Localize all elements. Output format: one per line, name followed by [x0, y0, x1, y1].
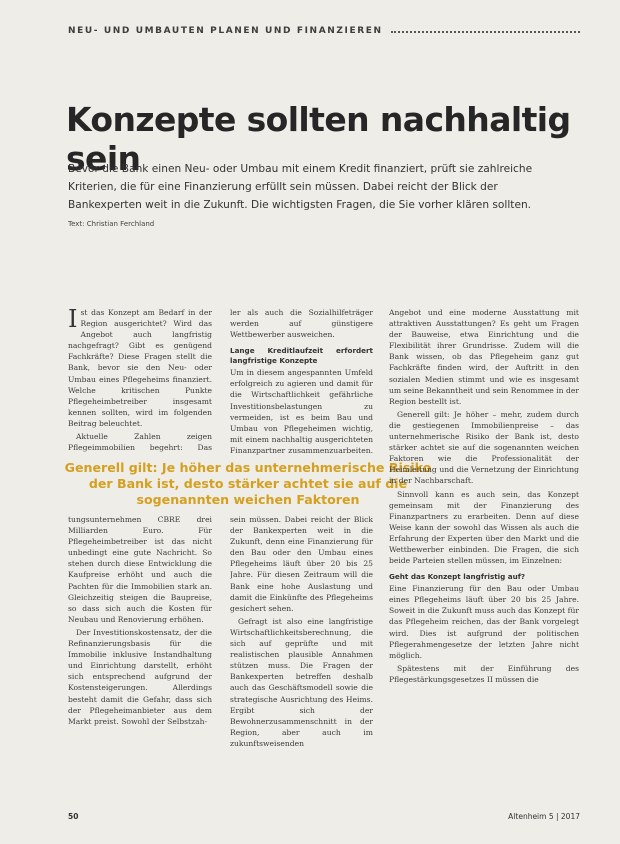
subheading-konzept: Geht das Konzept langfristig auf?: [389, 572, 526, 582]
column-1-paragraph-2: Aktuelle Zahlen zeigen Pflegeimmobilien begehrt: Das: [68, 432, 212, 453]
page-footer: [68, 812, 580, 824]
lead-paragraph: Bevor die Bank einen Neu- oder Umbau mit einem Kredit finanziert, prüft sie zahlreiche Kriterien, die für eine Finanzierung erfüllt sein müssen. Dabei reicht der Blick der Bankexperten weit in die Zukunft. Die wichtigsten Fragen, die Sie vorher klären sollten.: [68, 163, 533, 211]
column-2-paragraph-3: sein müssen. Dabei reicht der Blick der Bankexperten weit in die Zukunft, denn eine Finanzierung für den Bau oder den Umbau eines Pflegeheims läuft über 20 bis 25 Jahre. Für diesen Zeitraum will die Bank eine hohe Auslastung und damit die Einkünfte des Pflegeheims gesichert sehen.: [230, 515, 373, 613]
column-3-paragraph-2: Generell gilt: Je höher – mehr, zudem durch die gestiegenen Immobilienpreise – das unternehmerische Risiko der Bank ist, desto stärker achtet sie auf die sogenannten weichen Faktoren wie die Professionalität der Heimleitung und die Vernetzung der Einrichtung in der Nachbarschaft.: [389, 409, 579, 486]
column-2-paragraph-2: Um in diesem angespannten Umfeld erfolgreich zu agieren und damit für die Wirtschaftlichkeit gefährliche Investitionsbelastungen zu vermeiden, ist es beim Bau und Umbau von Pflegeheimen wichtig, mit einem nachhaltig ausgerichteten Finanzpartner zusammenzuarbeiten.: [230, 368, 373, 455]
column-1-paragraph-1: [68, 307, 212, 429]
column-2-top: [230, 307, 373, 455]
page-number: 50: [68, 812, 79, 821]
drop-cap: I: [68, 307, 78, 333]
column-2-paragraph-4: Gefragt ist also eine langfristige Wirtschaftlichkeitsberechnung, die sich auf geprüfte und mit realistischen plausible Annahmen stützen muss. Die Fragen der Bankexperten betreffen deshalb auch das Geschäftsmodell sowie die strategische Ausrichtung des Heims. Ergibt sich der Bewohnerzusammenschnitt in der Region, aber auch im zukunftsweisenden: [230, 616, 373, 748]
column-3: [389, 307, 579, 802]
column-1-paragraph-3: tungsunternehmen CBRE drei Milliarden Euro. Für Pflegeheimbetreiber ist das nicht unbedingt eine gute Nachricht. So stehen durch diese Entwicklung die Kaufpreise erhöht und auch die Pachten für die Immobilien stark an. Gleichzeitig steigen die Baupreise, so dass sich auch die Kosten für Neubau und Renovierung erhöhen.: [68, 515, 212, 624]
headline: Konzepte sollten nachhaltig sein: [66, 100, 571, 178]
column-3-paragraph-4: Eine Finanzierung für den Bau oder Umbau eines Pflegeheims läuft über 20 bis 25 Jahre. Soweit in die Zukunft muss auch das Konzept für das Pflegeheim reichen, das der Bank vorgelegt wird. Dies ist aufgrund der politischen Pflegerahmengesetze der letzten Jahre nicht möglich.: [389, 584, 579, 660]
column-1-paragraph-4: Der Investitionskostensatz, der die Refinanzierungsbasis für die Immobilie inklusive Instandhaltung und Einrichtung darstellt, erhöht sich entsprechend aufgrund der Kostensteigerungen. Allerdings besteht damit die Gefahr, dass sich der Pflegeheimanbieter aus dem Markt preist. Sowohl der Selbstzah-: [68, 627, 212, 726]
section-header-rule: [391, 31, 580, 33]
section-header: [68, 26, 580, 36]
column-3-paragraph-1: Angebot und eine moderne Ausstattung mit attraktiven Ausstattungen? Es geht um Fragen der Bauweise, etwa Einrichtung und die Flexibilität ihrer Grundrisse. Zudem will die Bank wissen, ob das Pflegeheim ganz gut Fachkräfte finden wird, der Auftritt in den sozialen Medien stimmt und wie es insgesamt um seine Bekanntheit und sein Renommee in der Region bestellt ist.: [389, 308, 579, 406]
column-1-paragraph-1-text: st das Konzept am Bedarf in der Region ausgerichtet? Wird das Angebot auch langfristig nachgefragt? Gibt es genügend Fachkräfte? Diese Fragen stellt die Bank, bevor sie den Neu- oder Umbau eines Pflegeheims finanziert. Welche kritischen Punkte Pflegeheimbetreiber insgesamt kennen sollten, wird im folgenden Beitrag beleuchtet.: [68, 308, 212, 428]
column-1-bottom: [68, 514, 212, 802]
column-1-top: [68, 307, 212, 455]
section-header-label: NEU- UND UMBAUTEN PLANEN UND FINANZIEREN: [68, 26, 383, 36]
author-credit: Text: Christian Ferchland: [68, 220, 155, 228]
column-2-bottom: [230, 514, 373, 802]
subheading-kreditlaufzeit: Lange Kreditlaufzeit erfordert langfristige Konzepte: [230, 346, 373, 366]
pull-quote: Generell gilt: Je höher das unternehmerische Risiko der Bank ist, desto stärker achtet sie auf die sogenannten weichen Faktoren: [64, 456, 432, 512]
magazine-issue: Altenheim 5 | 2017: [508, 812, 580, 821]
column-3-paragraph-5: Spätestens mit der Einführung des Pflegestärkungsgesetzes II müssen die: [389, 663, 579, 684]
column-2-paragraph-1: ler als auch die Sozialhilfeträger werden auf günstigere Wettbewerber ausweichen.: [230, 308, 373, 340]
column-3-paragraph-3: Sinnvoll kann es auch sein, das Konzept gemeinsam mit der Finanzierung des Finanzpartners zu erarbeiten. Denn auf diese Weise kann der sowohl das Wissen als auch die Erfahrung der Experten über den Markt und die Wettbewerber einbinden. Die Fragen, die sich beide Parteien stellen müssen, im Einzelnen:: [389, 489, 579, 566]
